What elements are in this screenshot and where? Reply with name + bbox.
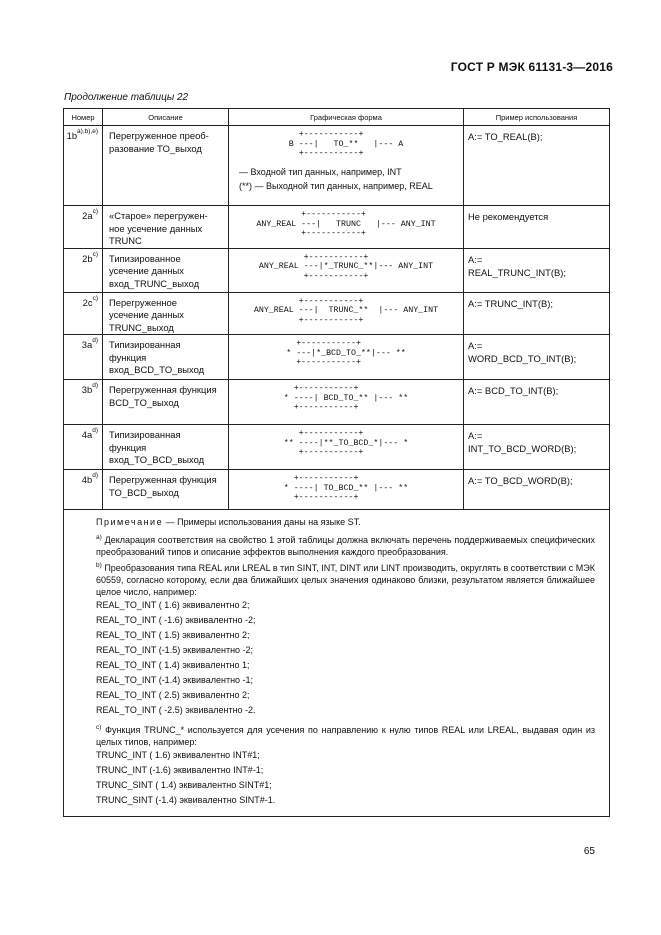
row-number — [64, 248, 103, 292]
row-description — [103, 380, 229, 425]
footnote-c-text: Функция TRUNC_* используется для усечения по направлению к нулю типов REAL или LREAL, выдавая один из целых типов, например: — [96, 725, 595, 747]
row-description — [103, 126, 229, 206]
row-description — [103, 470, 229, 510]
row-number-value: 3a — [81, 339, 93, 350]
footnote-a-text: Декларация соответствия на свойство 1 этой таблицы должна включать перечень поддерживаемых специфических преобразований типов и описание эффектов выполнения каждого преобразования. — [96, 535, 595, 557]
row-description — [103, 248, 229, 292]
row-graphic-form — [229, 126, 464, 206]
table-row — [64, 335, 610, 380]
row-example — [464, 380, 610, 425]
page-number: 65 — [583, 846, 595, 857]
row-example — [464, 126, 610, 206]
example-statement: REAL_TO_INT ( 2.5) эквивалентно 2; — [96, 690, 250, 700]
graphic-note: — Входной тип данных, например, INT — [239, 166, 402, 177]
table-header-row — [64, 109, 610, 126]
row-graphic-form — [229, 206, 464, 249]
note-text: — Примеры использования даны на языке ST. — [163, 517, 361, 527]
example-line: INT_TO_BCD_WORD(B); — [468, 443, 577, 454]
row-footnote-marker: d) — [92, 427, 98, 434]
footnote-b-examples — [96, 598, 595, 718]
example-statement: REAL_TO_INT ( 1.4) эквивалентно 1; — [96, 660, 250, 670]
description-line: ное усечение данных — [109, 222, 203, 234]
notes-row — [64, 510, 610, 817]
row-footnote-marker: a),b),e) — [77, 128, 98, 135]
row-example — [464, 292, 610, 335]
row-number — [64, 470, 103, 510]
example-statement: TRUNC_INT ( 1.6) эквивалентно INT#1; — [96, 750, 260, 760]
row-graphic-form — [229, 425, 464, 470]
conversion-table — [63, 108, 610, 817]
row-graphic-form — [229, 380, 464, 425]
example-line: A:= — [468, 253, 483, 265]
example-statement: REAL_TO_INT ( 1.5) эквивалентно 2; — [96, 630, 250, 640]
example-statement: REAL_TO_INT ( -2.5) эквивалентно -2. — [96, 705, 256, 715]
function-block-diagram: +-----------+ ** ----|**_TO_BCD_*|--- * +-----------+ — [283, 429, 409, 457]
function-block-diagram: +-----------+ * ---|*_BCD_TO_**|--- ** +-----------+ — [286, 339, 406, 367]
row-description — [103, 206, 229, 249]
row-number — [64, 292, 103, 335]
row-example — [464, 470, 610, 510]
example-line: A:= — [468, 340, 483, 351]
notes-cell — [64, 510, 610, 817]
example-statement: REAL_TO_INT (-1.5) эквивалентно -2; — [96, 645, 254, 655]
example-line: A:= TRUNC_INT(B); — [468, 297, 553, 309]
row-description — [103, 335, 229, 380]
row-number — [64, 206, 103, 249]
footnote-c — [96, 724, 595, 748]
column-header-number: Номер — [64, 109, 103, 126]
row-number-value: 4a — [81, 429, 93, 440]
example-line: Не рекомендуется — [468, 211, 549, 222]
description-line: вход_BCD_TO_выход — [109, 364, 205, 375]
description-line: усечение данных — [109, 309, 184, 320]
row-example — [464, 206, 610, 249]
description-line: Перегруженная функция — [109, 384, 217, 395]
column-header-description: Описание — [103, 109, 229, 126]
table-row — [64, 292, 610, 335]
row-number — [64, 380, 103, 425]
description-line: Перегруженное — [109, 296, 177, 308]
note-label: Примечание — [96, 517, 164, 527]
example-line: A:= TO_REAL(B); — [468, 131, 543, 142]
footnote-c-examples — [96, 748, 595, 808]
standard-header: ГОСТ Р МЭК 61131-3—2016 — [450, 60, 613, 74]
footnote-b-text: Преобразования типа REAL или LREAL в тип SINT, INT, DINT или LINT производить, округлять в соответствии с МЭК 60559, согласно которому, если два ближайших целых значения одинаково близки, результатом является ближайшее целое число, например: — [96, 563, 595, 597]
graphic-note: (**) — Выходной тип данных, например, REAL — [239, 180, 433, 191]
row-footnote-marker: c) — [92, 250, 98, 258]
column-header-graphic: Графическая форма — [229, 109, 464, 126]
row-description — [103, 292, 229, 335]
footnote-a — [96, 534, 595, 558]
description-line: Типизированная — [109, 429, 181, 440]
row-footnote-marker: d) — [92, 337, 98, 344]
example-line: A:= — [468, 430, 483, 441]
table-row — [64, 206, 610, 249]
description-line: вход_TO_BCD_выход — [109, 454, 205, 465]
row-number-value: 2b — [82, 252, 93, 264]
function-block-diagram: +-----------+ ANY_REAL ---| TRUNC |--- ANY_INT +-----------+ — [256, 210, 436, 238]
function-block-diagram: +-----------+ * ----| BCD_TO_** |--- ** +-----------+ — [283, 384, 409, 412]
description-line: усечение данных — [109, 265, 184, 276]
description-line: TRUNC — [109, 235, 142, 246]
example-line: WORD_BCD_TO_INT(B); — [468, 353, 577, 364]
table-row — [64, 380, 610, 425]
function-block-diagram: +-----------+ ANY_REAL ---|*_TRUNC_**|--- ANY_INT +-----------+ — [258, 252, 434, 281]
description-line: разование TO_выход — [109, 142, 202, 154]
footnote-b-marker: b) — [96, 562, 102, 569]
row-number-value: 1b — [66, 130, 78, 141]
example-statement: TRUNC_SINT (-1.4) эквивалентно SINT#-1. — [96, 795, 276, 805]
function-block-diagram: +-----------+ ANY_REAL ---| TRUNC_** |--- ANY_INT +-----------+ — [253, 296, 439, 325]
note-line — [96, 516, 595, 528]
description-line: Перегруженная функция — [109, 474, 217, 485]
description-line: TRUNC_выход — [109, 321, 174, 333]
row-footnote-marker: c) — [92, 208, 98, 215]
row-number-value: 2a — [82, 210, 93, 221]
description-line: Типизированная — [109, 339, 181, 350]
function-block-diagram: +-----------+ B ---| TO_** |--- A +-----------+ — [288, 130, 404, 158]
row-example — [464, 248, 610, 292]
row-example — [464, 335, 610, 380]
description-line: вход_TRUNC_выход — [109, 277, 200, 289]
description-line: BCD_TO_выход — [109, 396, 179, 408]
example-statement: REAL_TO_INT (-1.4) эквивалентно -1; — [96, 675, 254, 685]
table-row — [64, 470, 610, 510]
footnote-c-marker: c) — [96, 724, 102, 731]
example-line: A:= BCD_TO_INT(B); — [468, 385, 559, 396]
row-graphic-form — [229, 292, 464, 335]
description-line: функция — [109, 351, 147, 363]
column-header-example: Пример использования — [464, 109, 610, 126]
example-statement: REAL_TO_INT ( 1.6) эквивалентно 2; — [96, 600, 250, 610]
row-number-value: 3b — [81, 384, 93, 395]
table-row — [64, 248, 610, 292]
table-caption: Продолжение таблицы 22 — [64, 92, 189, 103]
row-number-value: 4b — [81, 474, 93, 485]
description-line: «Старое» перегружен- — [109, 210, 208, 221]
table-row — [64, 126, 610, 206]
example-statement: TRUNC_INT (-1.6) эквивалентно INT#-1; — [96, 765, 264, 775]
example-statement: TRUNC_SINT ( 1.4) эквивалентно SINT#1; — [96, 780, 272, 790]
footnote-a-marker: a) — [96, 534, 102, 541]
footnote-b — [96, 562, 595, 598]
table-row — [64, 425, 610, 470]
row-number — [64, 126, 103, 206]
row-graphic-form — [229, 470, 464, 510]
row-footnote-marker: c) — [92, 294, 98, 302]
example-line: A:= TO_BCD_WORD(B); — [468, 475, 573, 486]
example-line: REAL_TRUNC_INT(B); — [468, 266, 566, 278]
row-description — [103, 425, 229, 470]
row-example — [464, 425, 610, 470]
description-line: функция — [109, 441, 147, 453]
row-footnote-marker: d) — [92, 472, 98, 479]
example-statement: REAL_TO_INT ( -1.6) эквивалентно -2; — [96, 615, 256, 625]
row-graphic-form — [229, 335, 464, 380]
row-number — [64, 335, 103, 380]
row-number — [64, 425, 103, 470]
description-line: Перегруженное преоб- — [109, 130, 209, 141]
function-block-diagram: +-----------+ * ----| TO_BCD_** |--- ** +-----------+ — [283, 474, 409, 502]
table-body — [64, 126, 610, 510]
row-footnote-marker: d) — [92, 382, 98, 389]
description-line: TO_BCD_выход — [109, 486, 179, 498]
row-number-value: 2c — [82, 296, 93, 308]
row-graphic-form — [229, 248, 464, 292]
description-line: Типизированное — [109, 252, 181, 264]
